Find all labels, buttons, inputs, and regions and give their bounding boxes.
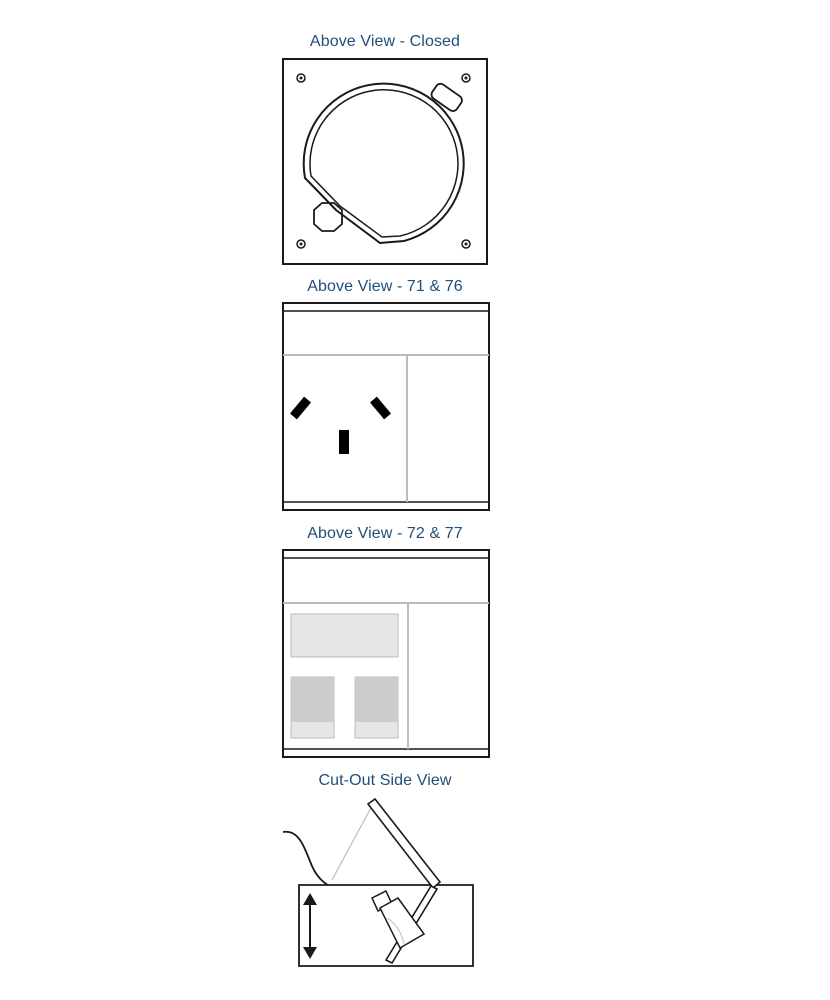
caption-above-view-closed: Above View - Closed: [309, 33, 461, 50]
lid-swing-line: [332, 804, 373, 880]
caption-cut-out-side-view: Cut-Out Side View: [318, 772, 452, 789]
lid-panel: [368, 799, 440, 888]
caption-above-view-72-77: Above View - 72 & 77: [307, 525, 463, 542]
caption-above-view-71-76: Above View - 71 & 76: [307, 278, 463, 295]
